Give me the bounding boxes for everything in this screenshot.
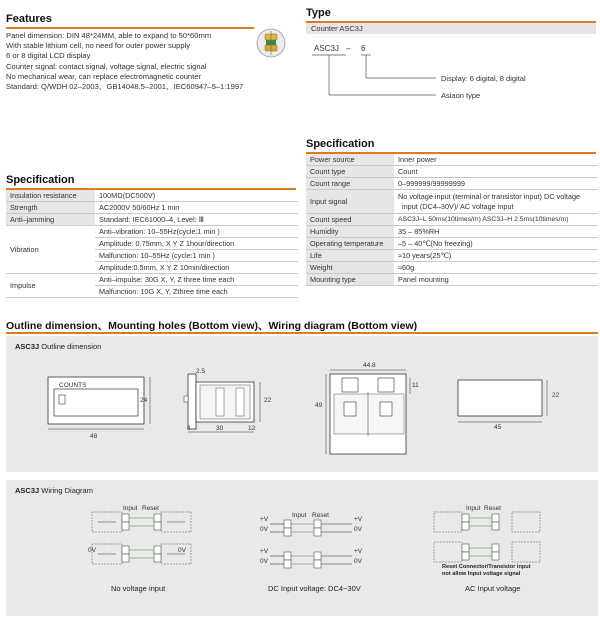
table-row: [306, 190, 598, 214]
wiring-dc-0v-3: 0V: [260, 558, 268, 565]
table-row: [306, 262, 598, 274]
table-row: [306, 238, 598, 250]
side-view-drawing: [176, 368, 276, 438]
wiring-0v-left: 0V: [88, 547, 96, 554]
wiring-dc-0v-1: 0V: [260, 526, 268, 533]
spec-value: Amplitude: 0.75mm, X Y Z 1hour/direction: [95, 238, 298, 250]
spec-value: Panel mounting: [394, 274, 598, 286]
wiring-ac-input-label: Input: [466, 505, 481, 512]
caption-ac: AC Input voltage: [465, 584, 521, 593]
spec-key: Power source: [306, 154, 394, 166]
wiring-panel: [6, 480, 598, 616]
spec-right-title: Specification: [306, 138, 375, 150]
wiring-reset-label: Reset: [142, 505, 159, 512]
table-row: [306, 274, 598, 286]
type-lines: [306, 52, 446, 104]
dim-22-side: 22: [264, 397, 272, 404]
spec-key: Vibration: [6, 226, 95, 274]
table-row: [306, 250, 598, 262]
wiring-0v-right: 0V: [178, 547, 186, 554]
caption-no-voltage: No voltage input: [111, 584, 166, 593]
spec-value: ASC3J–L 50ms(10times/m) ASC3J–H 2.5ms(10times/m): [394, 214, 598, 226]
spec-value: Malfunction: 10–55Hz (cycle:1 min ): [95, 250, 298, 262]
features-title: Features: [6, 13, 52, 25]
feature-line: With stable lithium cell, no need for outer power supply: [6, 41, 191, 51]
feature-line: Standard: Q/WDH 02–2003、GB14048.5–2001、IEC60947–5–1:1997: [6, 82, 244, 92]
table-row: [306, 154, 598, 166]
outline-panel: [6, 336, 598, 472]
wiring-diagram-ac: [430, 508, 550, 568]
wiring-diagram-nv-bottom: [86, 542, 196, 568]
panel-title-model: ASC3J: [15, 342, 40, 351]
feature-line: Panel dimension: DIN 48*24MM, able to expand to 50*60mm: [6, 31, 212, 40]
type-display-label: Display: 6 digital, 8 digital: [441, 74, 526, 83]
spec-value: Inner power: [394, 154, 598, 166]
wiring-dc-vplus-4: +V: [354, 548, 363, 555]
spec-value: Count: [394, 166, 598, 178]
spec-value: AC2000V 50/60Hz 1 min: [95, 202, 298, 214]
wiring-dc-0v-2: 0V: [354, 526, 362, 533]
type-dash: –: [346, 44, 351, 53]
wiring-title-rest: Wiring Diagram: [39, 486, 93, 495]
dim-44-8: 44.8: [363, 362, 376, 369]
wiring-note-line: Reset Connector/Transistor input: [442, 564, 531, 570]
table-row: [6, 214, 298, 226]
spec-key: Mounting type: [306, 274, 394, 286]
spec-key: Operating temperature: [306, 238, 394, 250]
spec-key: Count type: [306, 166, 394, 178]
wiring-panel-title: [15, 486, 93, 495]
spec-key: Impulse: [6, 274, 95, 298]
spec-key: Input signal: [306, 190, 394, 214]
spec-value: ≈60g: [394, 262, 598, 274]
wiring-dc-vplus-3: +V: [260, 548, 269, 555]
type-model: ASC3J: [314, 44, 339, 53]
wiring-input-label: Input: [123, 505, 138, 512]
wiring-title-model: ASC3J: [15, 486, 40, 495]
dim-22-hole: 22: [552, 392, 560, 399]
wiring-dc-input-label: Input: [292, 512, 307, 519]
caption-dc: DC Input voltage: DC4~30V: [268, 584, 361, 593]
wiring-ac-note: [442, 564, 531, 577]
wiring-dc-vplus-2: +V: [354, 516, 363, 523]
spec-value: 35 – 85%RH: [394, 226, 598, 238]
connector-product-icon: [256, 28, 286, 58]
spec-value: –5 – 40℃(No freezing): [394, 238, 598, 250]
dim-30: 30: [216, 425, 224, 432]
table-row: [6, 190, 298, 202]
wiring-dc-reset-label: Reset: [312, 512, 329, 519]
spec-right-table: [306, 154, 598, 286]
features-rule: [6, 27, 254, 29]
dim-4: 4: [187, 425, 191, 432]
dim-12: 12: [248, 425, 256, 432]
spec-key: Insulation resistance: [6, 190, 95, 202]
spec-value: Malfunction: 10G X, Y, Zthree time each: [95, 286, 298, 298]
spec-key: Life: [306, 250, 394, 262]
wiring-ac-reset-label: Reset: [484, 505, 501, 512]
type-brand-label: Asiaon type: [441, 91, 481, 100]
wiring-dc-0v-4: 0V: [354, 558, 362, 565]
table-row: [306, 214, 598, 226]
dim-48: 48: [90, 433, 98, 440]
feature-line: No mechanical wear, can replace electromagnetic counter: [6, 71, 202, 81]
spec-value: ≈10 years(25℃): [394, 250, 598, 262]
outline-title: Outline dimension、Mounting holes (Bottom view)、Wiring diagram (Bottom view): [6, 320, 418, 332]
table-row: [6, 226, 298, 238]
type-header: Counter ASC3J: [306, 23, 596, 34]
spec-key: Weight: [306, 262, 394, 274]
spec-value: Amplitude:0.5mm, X Y Z 10min/direction: [95, 262, 298, 274]
outline-panel-title: [15, 342, 101, 351]
dim-45: 45: [494, 424, 502, 431]
outline-rule: [6, 332, 598, 334]
spec-key: Humidity: [306, 226, 394, 238]
type-title: Type: [306, 7, 331, 19]
spec-value: 0–999999/99999999: [394, 178, 598, 190]
spec-key: Strength: [6, 202, 95, 214]
dim-49: 49: [315, 402, 323, 409]
table-row: [306, 226, 598, 238]
mounting-hole-drawing: [452, 376, 552, 426]
dim-2-5: 2.5: [196, 368, 206, 375]
spec-value: 100MΩ(DC500V): [95, 190, 298, 202]
dim-24: 24: [140, 397, 148, 404]
spec-value: Anti–impulse: 30G X, Y, Z three time each: [95, 274, 298, 286]
counts-label: COUNTS: [59, 382, 87, 389]
wiring-dc-vplus-1: +V: [260, 516, 269, 523]
spec-key: Count speed: [306, 214, 394, 226]
table-row: [6, 274, 298, 286]
features-list: [6, 31, 256, 92]
spec-value-line: input (DC4–30V)/ AC voltage input: [402, 201, 514, 211]
panel-title-rest: Outline dimension: [39, 342, 102, 351]
spec-value-line: No voltage input (terminal or transistor input) DC voltage: [398, 191, 581, 201]
wiring-note-line: not allow Input voltage signal: [442, 570, 521, 577]
spec-key: Anti–jamming: [6, 214, 95, 226]
dim-11: 11: [412, 382, 419, 389]
spec-left-table: [6, 190, 298, 298]
wiring-diagram-nv-top: [86, 510, 196, 536]
table-row: [6, 202, 298, 214]
spec-key: Count range: [306, 178, 394, 190]
spec-value: [394, 190, 598, 214]
table-row: [306, 166, 598, 178]
type-digit: 6: [361, 44, 366, 53]
spec-left-title: Specification: [6, 174, 75, 186]
feature-line: Counter signal: contact signal, voltage signal, electric signal: [6, 61, 207, 71]
feature-line: 6 or 8 digital LCD display: [6, 51, 91, 61]
spec-value: Anti–vibration: 10–55Hz(cycle:1 min ): [95, 226, 298, 238]
rear-view-drawing: [320, 366, 420, 462]
table-row: [306, 178, 598, 190]
spec-value: Standard: IEC61000–4, Level: Ⅲ: [95, 214, 298, 226]
